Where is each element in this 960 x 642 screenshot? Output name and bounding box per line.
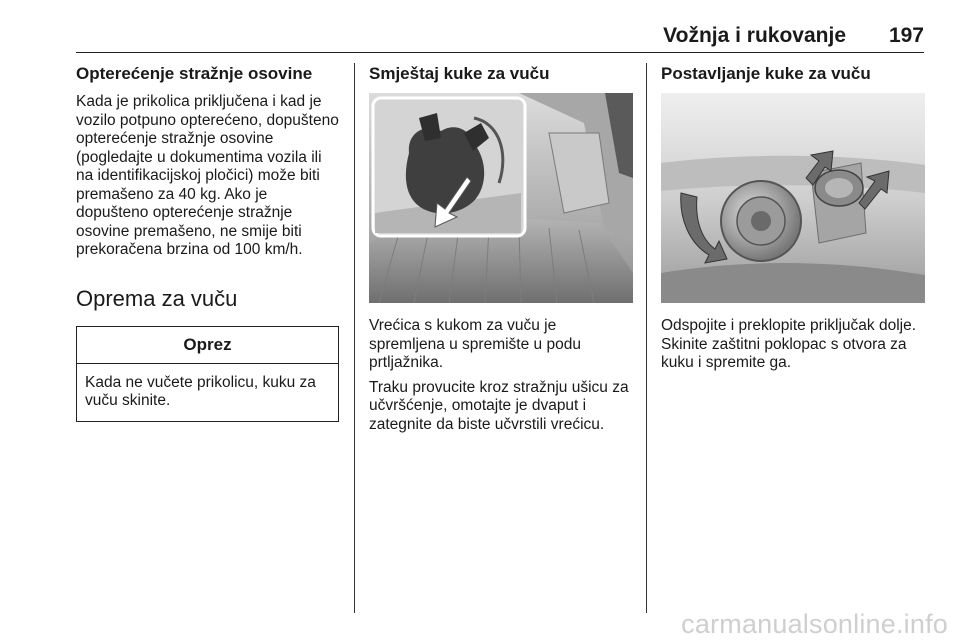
rear-axle-heading: Opterećenje stražnje osovine — [76, 64, 313, 83]
page-number: 197 — [888, 24, 924, 47]
hook-install-heading: Postavljanje kuke za vuču — [661, 64, 871, 83]
column-divider — [354, 63, 355, 613]
tow-socket-illustration — [661, 93, 925, 303]
caution-title: Oprez — [77, 327, 338, 364]
trunk-bag-illustration — [369, 93, 633, 303]
chapter-title: Vožnja i rukovanje — [663, 24, 846, 47]
column-left — [76, 63, 339, 422]
column-divider — [646, 63, 647, 613]
caution-box — [76, 326, 339, 422]
watermark: carmanualsonline.info — [681, 609, 948, 639]
caution-text: Kada ne vučete prikolicu, kuku za vuču skinite. — [85, 373, 316, 409]
column-middle — [369, 63, 633, 434]
page-header — [76, 24, 924, 53]
rear-axle-text: Kada je prikolica priključena i kad je vozilo potpuno opterećeno, dopušteno opterećenje stražnje osovine (pogledajte u dokumentima vozila ili na identifikacijskoj pločici) može biti premašeno za 40 kg. Ako je dopušteno opterećenje stražnje osovine premašeno, ne smije biti prekoračena brzina od 100 km/h. — [76, 93, 339, 258]
hook-storage-heading: Smještaj kuke za vuču — [369, 64, 550, 83]
hook-storage-text-2: Traku provucite kroz stražnju ušicu za učvršćenje, omotajte je dvaput i zategnite da biste učvrstili vrećicu. — [369, 378, 629, 433]
towing-equipment-heading: Oprema za vuču — [76, 285, 238, 311]
hook-storage-text-1: Vrećica s kukom za vuču je spremljena u spremište u podu prtljažnika. — [369, 317, 581, 371]
column-right — [661, 63, 926, 373]
hook-install-text: Odspojite i preklopite priključak dolje. Skinite zaštitni poklopac s otvora za kuku i spremite ga. — [661, 317, 917, 371]
